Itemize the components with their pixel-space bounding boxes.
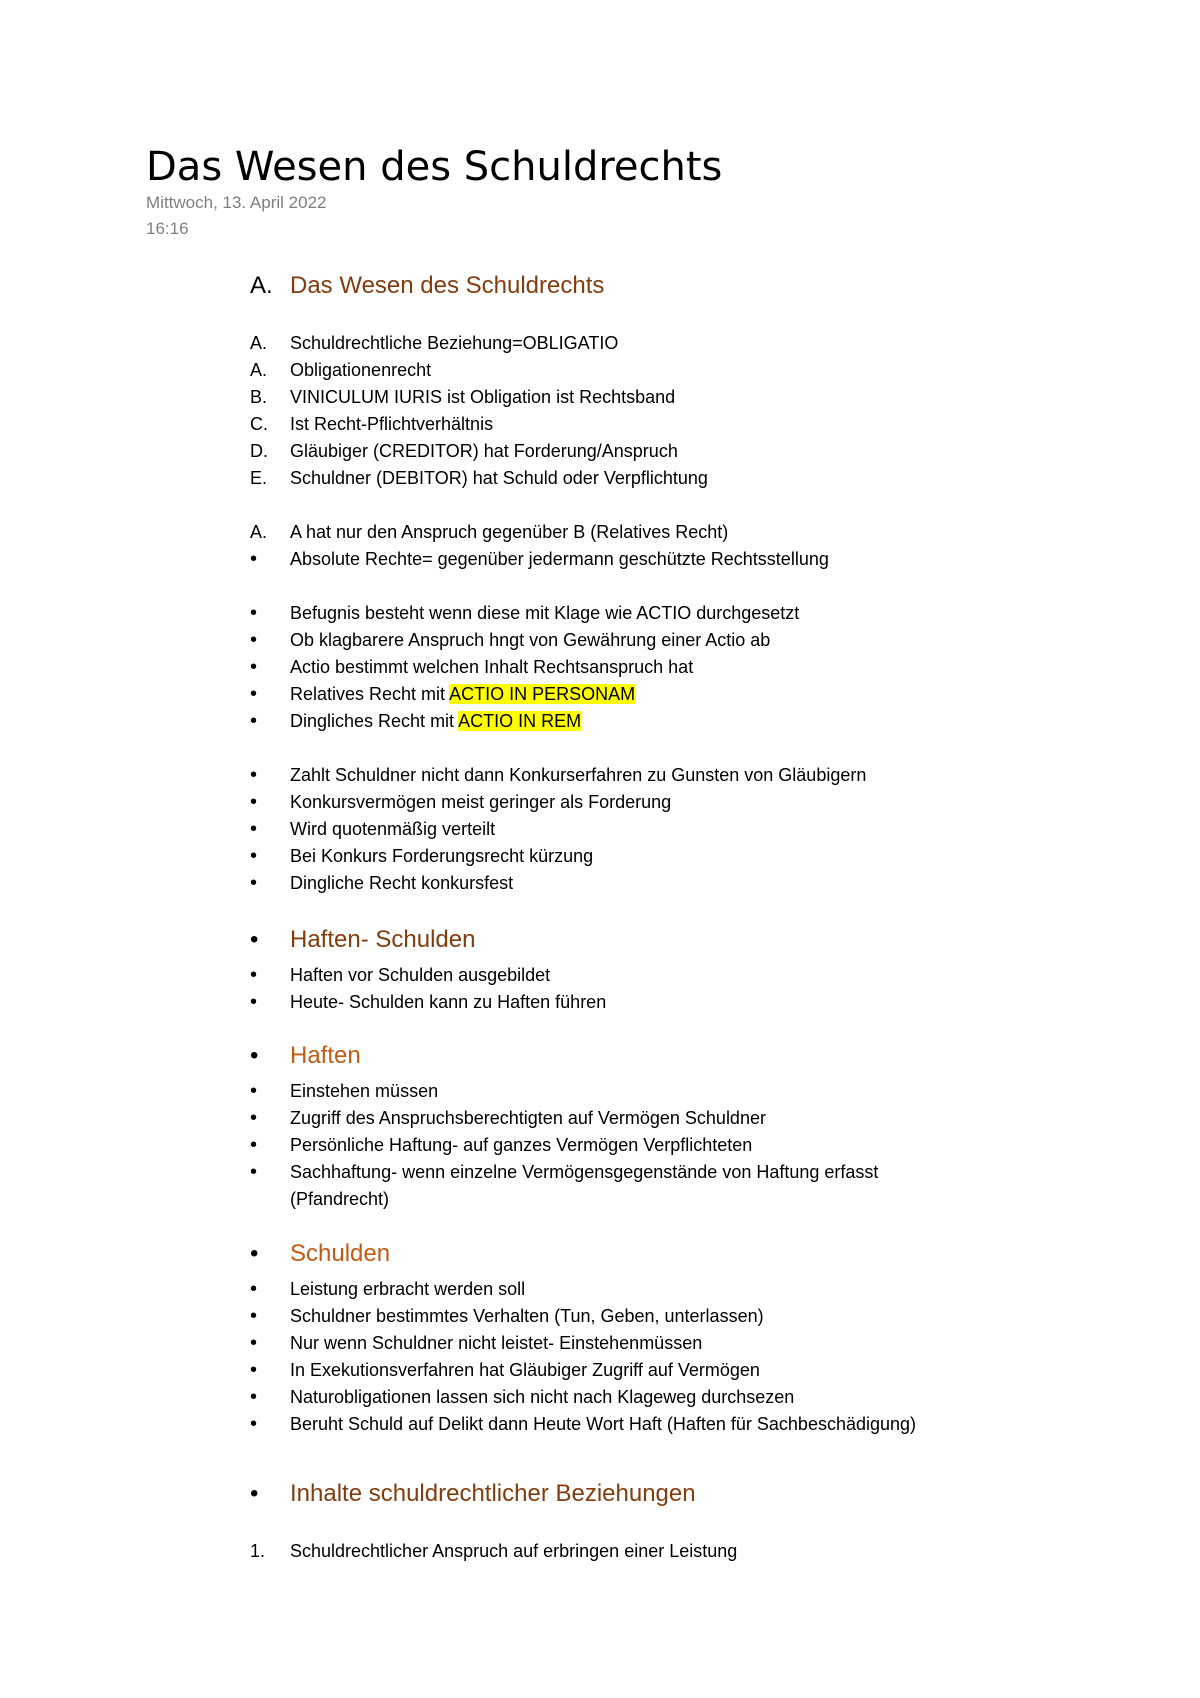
list-item-text: In Exekutionsverfahren hat Gläubiger Zugriff auf Vermögen [290,1360,760,1380]
bullet-icon: • [250,1480,259,1507]
bullet-icon: • [250,1161,258,1183]
bullet-icon: • [250,1134,258,1156]
heading-text: Haften- Schulden [290,926,476,953]
list-item-text: VINICULUM IURIS ist Obligation ist Rechtsband [290,387,676,407]
heading-wesen [250,270,1110,302]
bullet-icon: • [250,710,258,732]
list-item [250,384,1110,411]
list-item-text: Schuldrechtliche Beziehung=OBLIGATIO [290,333,619,353]
list-item [250,654,1110,681]
list-item-text: Ob klagbarere Anspruch hngt von Gewährung einer Actio ab [290,630,771,650]
list-item-prefix: Relatives Recht mit [290,684,450,704]
bullet-icon: • [250,548,258,570]
list-item-text: Naturobligationen lassen sich nicht nach Klageweg durchsezen [290,1387,795,1407]
list-item-text: Haften vor Schulden ausgebildet [290,965,551,985]
list-item [250,870,1110,897]
page-date: Mittwoch, 13. April 2022 [146,193,327,212]
list-item-text: Sachhaftung- wenn einzelne Vermögensgegenstände von Haftung erfasst (Pfandrecht) [290,1162,879,1209]
bullet-icon: • [250,764,258,786]
bullet-icon: • [250,1359,258,1381]
list-item-text: Zugriff des Anspruchsberechtigten auf Vermögen Schuldner [290,1108,766,1128]
list-item [250,438,1110,465]
bullet-icon: • [250,1080,258,1102]
heading-inhalte [250,1478,1110,1510]
heading-text: Inhalte schuldrechtlicher Beziehungen [290,1480,696,1507]
heading-text: Das Wesen des Schuldrechts [290,272,605,299]
bullet-icon: • [250,602,258,624]
list-item [250,546,1110,573]
list-item-text: Persönliche Haftung- auf ganzes Vermögen Verpflichteten [290,1135,753,1155]
list-item [250,762,1110,789]
bullet-icon: • [250,629,258,651]
highlighted-text: ACTIO IN PERSONAM [449,684,636,704]
page-title: Das Wesen des Schuldrechts [146,144,723,190]
list-item [250,357,1110,384]
bullet-icon: • [250,1332,258,1354]
list-item [250,1411,1110,1438]
list-item [250,708,1110,735]
list-item [250,1330,1110,1357]
list-item-text: Zahlt Schuldner nicht dann Konkurserfahren zu Gunsten von Gläubigern [290,765,867,785]
list-item-text: A hat nur den Anspruch gegenüber B (Relatives Recht) [290,522,729,542]
heading-text: Haften [290,1042,361,1069]
list-item-text: Bei Konkurs Forderungsrecht kürzung [290,846,594,866]
list-item [250,1303,1110,1330]
bullet-icon: • [250,818,258,840]
bullet-icon: • [250,1413,258,1435]
heading-text: Schulden [290,1240,391,1267]
highlighted-text: ACTIO IN REM [458,711,582,731]
list-item-text: Obligationenrecht [290,360,432,380]
list-item [250,816,1110,843]
bullet-icon: • [250,1386,258,1408]
bullet-icon: • [250,964,258,986]
list-item-text: Beruht Schuld auf Delikt dann Heute Wort Haft (Haften für Sachbeschädigung) [290,1414,917,1434]
list-item-text: Absolute Rechte= gegenüber jedermann geschützte Rechtsstellung [290,549,829,569]
list-item-text: Wird quotenmäßig verteilt [290,819,496,839]
list-item-text: Leistung erbracht werden soll [290,1279,526,1299]
list-marker: A. [250,272,273,299]
list-item [250,600,1110,627]
list-item [250,681,1110,708]
list-item [250,962,1110,989]
bullet-icon: • [250,1107,258,1129]
list-item-text: Schuldner (DEBITOR) hat Schuld oder Verpflichtung [290,468,708,488]
list-item [250,330,1110,357]
page-time: 16:16 [146,219,189,238]
list-item [250,843,1110,870]
list-item [250,465,1110,492]
heading-haften-schulden [250,924,1110,956]
list-item-text: Ist Recht-Pflichtverhältnis [290,414,494,434]
bullet-icon: • [250,872,258,894]
list-item [250,1105,1110,1132]
list-item [250,1132,1110,1159]
list-item [250,411,1110,438]
list-marker: E. [250,468,268,488]
list-marker: C. [250,414,268,434]
list-item-text: Schuldrechtlicher Anspruch auf erbringen einer Leistung [290,1541,738,1561]
list-item-text: Einstehen müssen [290,1081,439,1101]
heading-schulden [250,1238,1110,1270]
list-item [250,1357,1110,1384]
list-item [250,1276,1110,1303]
list-item [250,989,1110,1016]
bullet-icon: • [250,656,258,678]
list-item-text: Dingliche Recht konkursfest [290,873,514,893]
list-item-text: Befugnis besteht wenn diese mit Klage wie ACTIO durchgesetzt [290,603,800,623]
list-item-text: Schuldner bestimmtes Verhalten (Tun, Geben, unterlassen) [290,1306,764,1326]
list-item [250,1384,1110,1411]
list-item-prefix: Dingliches Recht mit [290,711,459,731]
bullet-icon: • [250,926,259,953]
bullet-icon: • [250,791,258,813]
list-item [250,519,1110,546]
list-item-text [290,708,1110,735]
list-item [250,1078,1110,1105]
list-item-text: Konkursvermögen meist geringer als Forderung [290,792,672,812]
heading-haften [250,1040,1110,1072]
list-marker: 1. [250,1541,266,1561]
bullet-icon: • [250,1278,258,1300]
list-item-text: Actio bestimmt welchen Inhalt Rechtsanspruch hat [290,657,694,677]
list-item-text: Gläubiger (CREDITOR) hat Forderung/Anspruch [290,441,678,461]
list-item [250,627,1110,654]
list-item [250,789,1110,816]
bullet-icon: • [250,683,258,705]
bullet-icon: • [250,1305,258,1327]
list-item-text [290,681,1110,708]
bullet-icon: • [250,991,258,1013]
bullet-icon: • [250,845,258,867]
list-marker: D. [250,441,268,461]
list-item [250,1538,1110,1565]
list-item [250,1159,950,1213]
bullet-icon: • [250,1240,259,1267]
list-marker: A. [250,522,268,542]
list-marker: B. [250,387,268,407]
list-marker: A. [250,333,268,353]
bullet-icon: • [250,1042,259,1069]
list-item-text: Heute- Schulden kann zu Haften führen [290,992,607,1012]
list-marker: A. [250,360,268,380]
list-item-text: Nur wenn Schuldner nicht leistet- Einstehenmüssen [290,1333,703,1353]
